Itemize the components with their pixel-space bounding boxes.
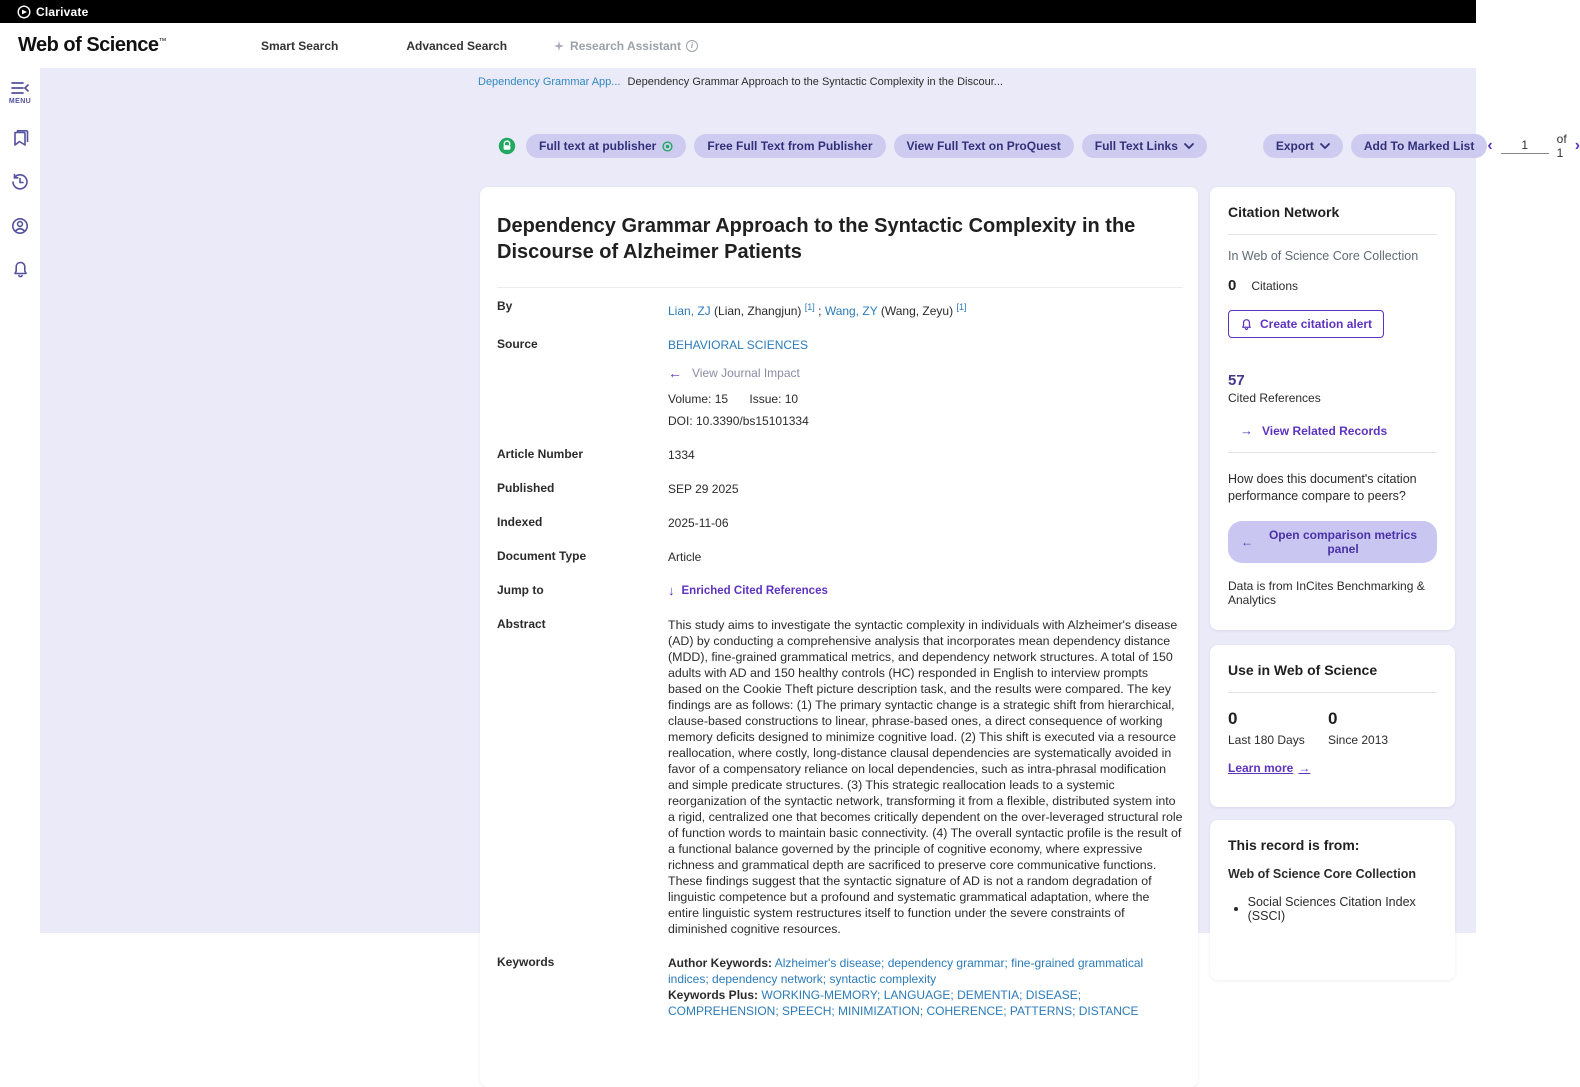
menu-label: MENU (8, 98, 32, 105)
keyword-link[interactable]: dependency network ; (712, 972, 829, 986)
open-comparison-metrics-button[interactable]: ← Open comparison metrics panel (1228, 521, 1437, 563)
usage-title: Use in Web of Science (1228, 662, 1378, 678)
doc-type-value: Article (668, 550, 702, 564)
proquest-button[interactable]: View Full Text on ProQuest (894, 134, 1074, 158)
citation-network-title: Citation Network (1228, 204, 1340, 220)
sparkle-icon (553, 40, 565, 52)
journal-link[interactable]: BEHAVIORAL SCIENCES (668, 338, 809, 352)
divider (1228, 234, 1437, 235)
field-row-indexed: Indexed 2025-11-06 (497, 506, 1183, 540)
usage-stat-180-days: 0 Last 180 Days (1228, 709, 1305, 747)
view-related-records-link[interactable]: → View Related Records (1240, 423, 1388, 438)
field-row-by: By Lian, ZJ (Lian, Zhangjun) [1] ; Wang, ZY (Wang, Zeyu) [1] (497, 290, 1183, 328)
record-source-title: This record is from: (1228, 837, 1360, 853)
down-arrow-icon: ↓ (668, 583, 675, 598)
field-row-abstract: Abstract This study aims to investigate the syntactic complexity in individuals with Alzheimer's disease (AD) by conducting a comprehensive analysis that incorporates mean dependency distance (MDD), fine-grained grammatical metrics, and dependency network structures. A total of 150 adults with AD and 150 healthy controls (HC) responded in English to interview prompts based on the Cookie Theft picture description task, and the results were compared. The key findings are as follows: (1) The primary syntactic change is a strategic shift from hierarchical, clause-based constructions to linear, phrase-based ones, a direct consequence of working memory deficits designed to minimize cognitive load. (2) This shift is executed via a resource reallocation, where costly, long-distance clausal dependencies are systematically avoided in favor of a compensatory reliance on local dependencies, such as intra-phrasal modification and simple predicate structures. (3) This strategic reallocation leads to a systemic reorganization of the syntactic network, transforming it from a flexible, distributed system into a rigid, centralized one that becomes critically dependent on the over-leveraged structural role of function words to maintain basic connectivity. (4) The overall syntactic profile is the result of a functional balance governed by the principle of cognitive economy, where expressive richness and grammatical depth are sacrificed to preserve core communicative functions. These findings suggest that the syntactic signature of AD is not a random degradation of linguistic competence but a profound and systematic grammatical adaptation, where the entire linguistic system restructures itself to function under the severe constraints of diminished cognitive resources. (497, 617, 1183, 936)
citations-count-row (1228, 277, 1437, 294)
next-page-icon[interactable]: › (1574, 137, 1580, 154)
clarivate-logo-icon (17, 5, 31, 19)
bell-icon (1240, 318, 1253, 331)
article-record-card (480, 187, 1198, 1087)
clarivate-topbar (0, 0, 1476, 23)
field-row-article-number: Article Number 1334 (497, 438, 1183, 472)
left-rail (0, 68, 40, 933)
nav-research-assistant[interactable]: Research Assistant i (553, 39, 698, 53)
clarivate-logo[interactable] (17, 5, 89, 19)
keyword-link[interactable]: Alzheimer's disease ; (775, 956, 888, 970)
history-button[interactable] (10, 172, 30, 192)
main-area (40, 68, 1580, 1018)
keyword-plus-link[interactable]: DEMENTIA ; (957, 988, 1026, 1002)
nav-smart-search[interactable]: Smart Search (260, 38, 339, 53)
open-access-icon (498, 137, 516, 155)
field-row-jump-to: Jump to ↓ Enriched Cited References (497, 574, 1183, 608)
abstract-text: This study aims to investigate the syntactic complexity in individuals with Alzheimer's disease (AD) by conducting a comprehensive analysis that incorporates mean dependency distance (MDD), fine-grained grammatical metrics, and dependency network structures. A total of 150 adults with AD and 150 healthy controls (HC) responded in English to interview prompts based on the Cookie Theft picture description task, and the results were compared. The key findings are as follows: (1) The primary syntactic change is a strategic shift from hierarchical, clause-based constructions to linear, phrase-based ones, a direct consequence of working memory deficits designed to minimize cognitive load. (2) This shift is executed via a resource reallocation, where costly, long-distance clausal dependencies are systematically avoided in favor of a compensatory reliance on local dependencies, such as intra-phrasal modification and simple predicate structures. (3) This strategic reallocation leads to a systemic reorganization of the syntactic network, transforming it from a flexible, distributed system into a rigid, centralized one that becomes critically dependent on the over-leveraged structural role of function words to maintain basic connectivity. (4) The overall syntactic profile is the result of a functional balance governed by the principle of cognitive economy, where expressive richness and grammatical depth are sacrificed to preserve core communicative functions. These findings suggest that the syntactic signature of AD is not a random degradation of linguistic competence but a profound and systematic grammatical adaptation, where the entire linguistic system restructures itself to function under the severe constraints of diminished cognitive resources. (668, 618, 1183, 936)
account-button[interactable] (10, 216, 30, 236)
chevron-down-icon (1320, 143, 1330, 150)
target-icon (662, 141, 673, 152)
chevron-down-icon (1184, 143, 1194, 150)
toolbar-actions (1253, 134, 1487, 158)
incites-note: Data is from InCites Benchmarking & Analytics (1228, 579, 1425, 607)
divider (497, 287, 1183, 288)
keyword-plus-link[interactable]: PATTERNS ; (1010, 1004, 1079, 1018)
create-citation-alert-button[interactable]: Create citation alert (1228, 310, 1384, 338)
record-source-panel (1210, 820, 1455, 980)
divider (1228, 452, 1437, 453)
keyword-plus-link[interactable]: COHERENCE ; (927, 1004, 1010, 1018)
citations-count: 0 (1228, 277, 1237, 294)
citation-network-panel (1210, 187, 1455, 630)
clarivate-brand-text: Clarivate (36, 4, 89, 19)
core-collection-scope: In Web of Science Core Collection (1228, 249, 1419, 263)
author-affiliation-sup[interactable]: [1] (804, 302, 815, 312)
author-link[interactable]: Lian, ZJ (668, 304, 711, 318)
keyword-plus-link[interactable]: MINIMIZATION ; (838, 1004, 926, 1018)
full-text-publisher-button[interactable]: Full text at publisher (526, 134, 686, 158)
keyword-link[interactable]: dependency grammar ; (888, 956, 1011, 970)
bookmark-icon (11, 129, 30, 148)
published-value: SEP 29 2025 (668, 482, 739, 496)
keyword-link[interactable]: fine-grained grammatical indices ; (668, 956, 1143, 986)
toolbar (498, 132, 1580, 160)
left-arrow-icon: ← (668, 365, 682, 381)
bell-icon (11, 260, 30, 279)
usage-panel (1210, 645, 1455, 807)
citations-label: Citations (1251, 279, 1299, 293)
history-icon (10, 172, 30, 192)
record-index-item: Social Sciences Citation Index (SSCI) (1228, 895, 1437, 923)
author-link[interactable]: Wang, ZY (824, 304, 878, 318)
article-number-value: 1334 (668, 448, 695, 462)
author-affiliation-sup[interactable]: [1] (956, 302, 967, 312)
wos-logo[interactable]: Web of Science™ (18, 34, 166, 56)
marked-list-button[interactable] (11, 129, 30, 148)
full-text-links-button[interactable]: Full Text Links (1082, 134, 1207, 158)
cited-references-count[interactable]: 57 (1228, 372, 1245, 389)
author-keywords-line: Author Keywords: Alzheimer's disease ; dependency grammar ; fine-grained grammatical indices ; dependency network ; syntactic complexity (668, 955, 1183, 987)
keyword-plus-link[interactable]: LANGUAGE ; (884, 988, 957, 1002)
add-to-marked-list-button[interactable]: Add To Marked List (1351, 134, 1487, 158)
authors-line: Lian, ZJ (Lian, Zhangjun) [1] ; Wang, ZY (Wang, Zeyu) [1] (668, 302, 967, 318)
field-row-keywords: Keywords Author Keywords: Alzheimer's disease ; dependency grammar ; fine-grained grammatical indices ; dependency network ; syntactic complexity Keywords Plus: WORKING-MEMORY ; LANGUAGE ; DEMENTIA ; DISEASE ; COMPREHENSION ; SPEECH ; MINIMIZATION ; COHERENCE ; PATTERNS ; DISTANCE (497, 946, 1183, 1028)
keyword-plus-link[interactable]: WORKING-MEMORY ; (761, 988, 883, 1002)
volume-issue-line: Volume: 15 Issue: 10 (668, 392, 799, 406)
field-row-published: Published SEP 29 2025 (497, 472, 1183, 506)
prev-page-icon[interactable]: ‹ (1487, 137, 1493, 154)
free-full-text-button[interactable]: Free Full Text from Publisher (694, 134, 885, 158)
cited-references-label: Cited References (1228, 391, 1321, 405)
learn-more-link[interactable]: Learn more → (1228, 761, 1311, 775)
menu-icon (10, 80, 30, 96)
left-arrow-icon: ← (1241, 535, 1253, 549)
field-row-doc-type: Document Type Article (497, 540, 1183, 574)
indexed-value: 2025-11-06 (668, 516, 729, 530)
bullet-icon (1234, 907, 1238, 911)
keyword-link[interactable]: syntactic complexity (829, 972, 937, 986)
export-button[interactable]: Export (1263, 134, 1343, 158)
right-arrow-icon: → (1298, 761, 1311, 775)
field-row-source: Source BEHAVIORAL SCIENCES ← View Journal Impact Volume: 15 Issue: 10 DOI: 10.3390/bs15101334 (497, 328, 1183, 438)
keyword-plus-link[interactable]: COMPREHENSION ; (668, 1004, 782, 1018)
view-journal-impact-link[interactable]: ← View Journal Impact (668, 365, 800, 381)
pagination (1487, 132, 1580, 160)
doi-line: DOI: 10.3390/bs15101334 (668, 414, 809, 428)
enriched-cited-references-link[interactable]: ↓ Enriched Cited References (668, 583, 828, 598)
page-number-input[interactable] (1501, 138, 1549, 154)
divider (1228, 692, 1437, 693)
keyword-plus-link[interactable]: DISEASE ; (1026, 988, 1081, 1002)
record-collection: Web of Science Core Collection (1228, 867, 1417, 881)
compare-question: How does this document's citation performance compare to peers? (1228, 472, 1417, 503)
breadcrumb-back-link[interactable]: Dependency Grammar App... (478, 76, 621, 88)
keyword-plus-link[interactable]: DISTANCE (1078, 1004, 1139, 1018)
keywords-plus-line: Keywords Plus: WORKING-MEMORY ; LANGUAGE ; DEMENTIA ; DISEASE ; COMPREHENSION ; SPEECH ; MINIMIZATION ; COHERENCE ; PATTERNS ; DISTANCE (668, 987, 1183, 1019)
keyword-plus-link[interactable]: SPEECH ; (782, 1004, 838, 1018)
breadcrumb-current: Dependency Grammar Approach to the Syntactic Complexity in the Discour... (627, 76, 1003, 88)
nav-advanced-search[interactable]: Advanced Search (406, 38, 508, 53)
article-title: Dependency Grammar Approach to the Syntactic Complexity in the Discourse of Alzheimer Patients (497, 215, 1136, 263)
info-icon (686, 40, 698, 52)
menu-button[interactable] (9, 80, 31, 105)
keywords-block (668, 955, 1183, 1019)
usage-stat-since-2013: 0 Since 2013 (1328, 709, 1389, 747)
app-header (0, 23, 1476, 68)
page-count-label: of 1 (1556, 132, 1567, 160)
usage-stats (1228, 709, 1437, 747)
account-icon (10, 216, 30, 236)
breadcrumb (478, 76, 1003, 88)
notifications-button[interactable] (11, 260, 30, 279)
right-arrow-icon: → (1240, 423, 1253, 438)
